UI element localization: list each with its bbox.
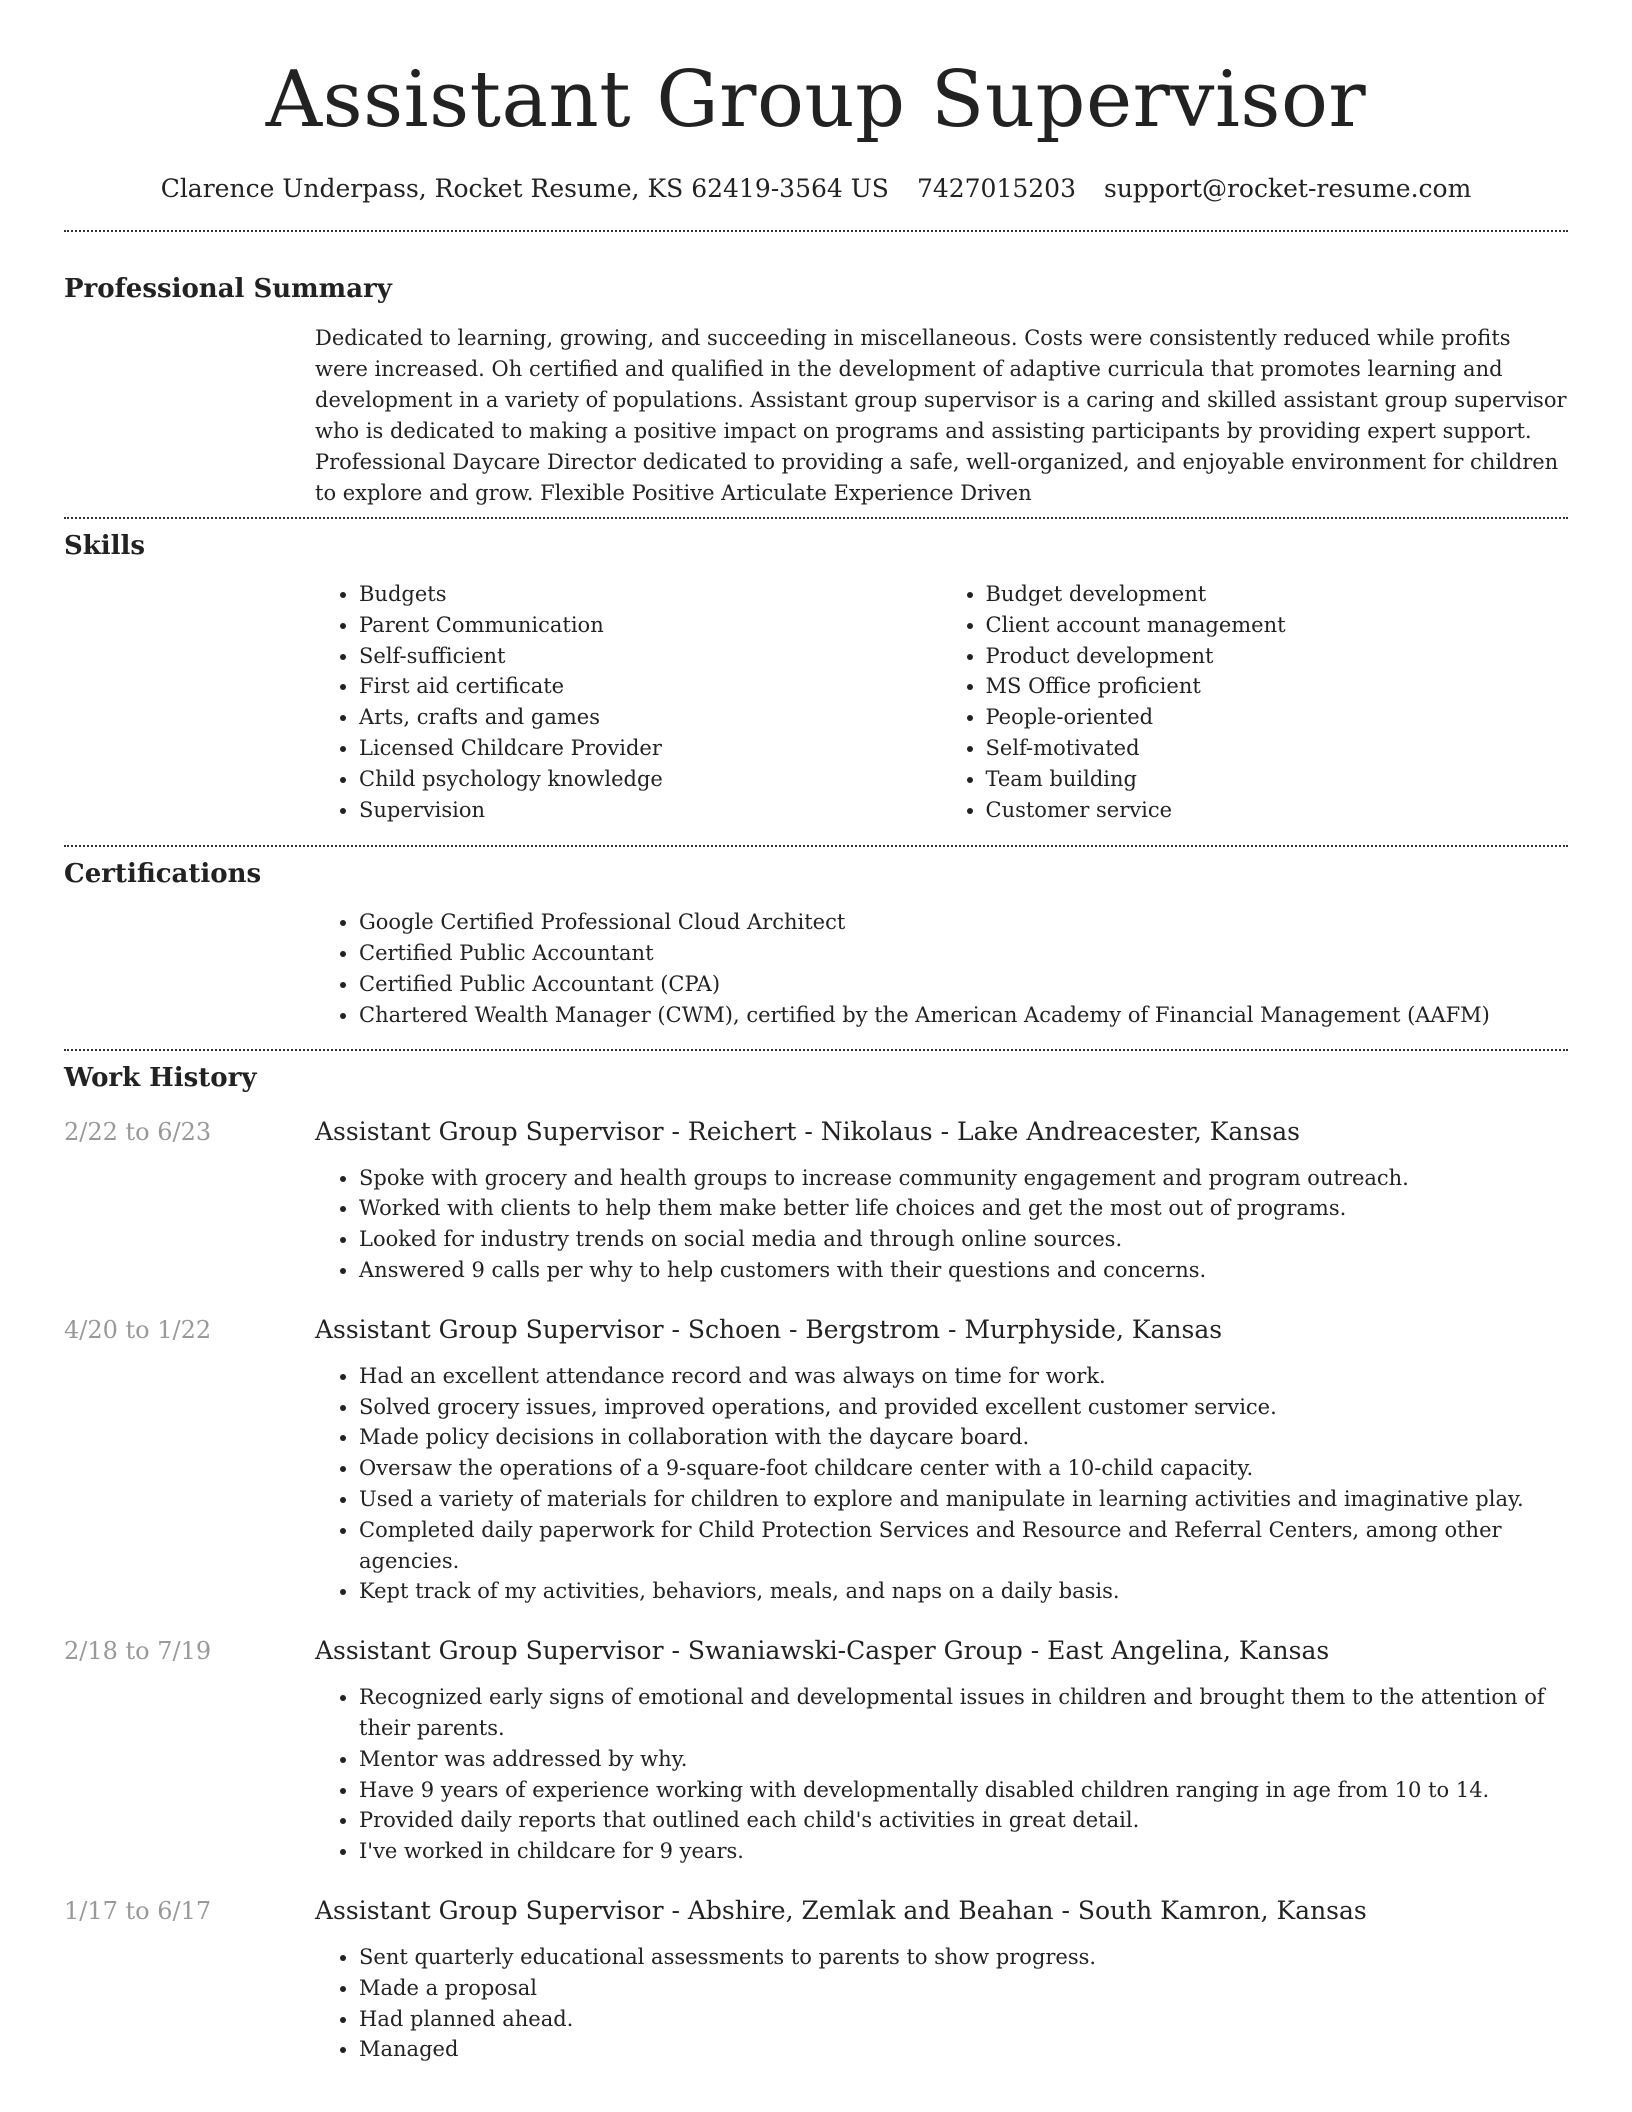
skill-item: • MS Office proficient [986, 671, 1569, 702]
job-bullet: • Kept track of my activities, behaviors, meals, and naps on a daily basis. [359, 1576, 1568, 1607]
job-entry [64, 1894, 1568, 2065]
job-entry [64, 1115, 1568, 1286]
skill-item: • Team building [986, 764, 1569, 795]
job-bullet: • Worked with clients to help them make better life choices and get the most out of programs. [359, 1193, 1568, 1224]
job-bullet: • Provided daily reports that outlined each child's activities in great detail. [359, 1805, 1568, 1836]
job-bullet: • Spoke with grocery and health groups to increase community engagement and program outreach. [359, 1163, 1568, 1194]
job-bullet: • Recognized early signs of emotional and developmental issues in children and brought them to the attention of their parents. [359, 1682, 1568, 1744]
job-bullets [315, 1163, 1568, 1286]
skill-item: • Self-sufficient [359, 641, 942, 672]
job-entry [64, 1313, 1568, 1607]
job-bullet: • Had planned ahead. [359, 2004, 1568, 2035]
job-bullets [315, 1361, 1568, 1607]
job-bullets [315, 1942, 1568, 2065]
skill-item: • Budget development [986, 579, 1569, 610]
job-bullet: • Managed [359, 2034, 1568, 2065]
skills-heading: Skills [64, 531, 146, 561]
job-bullet: • Solved grocery issues, improved operations, and provided excellent customer service. [359, 1392, 1568, 1423]
job-bullet: • Made a proposal [359, 1973, 1568, 2004]
job-entry [64, 1634, 1568, 1867]
certification-item: • Certified Public Accountant (CPA) [359, 969, 1568, 1000]
job-dates: 1/17 to 6/17 [64, 1896, 212, 1925]
summary-text: Dedicated to learning, growing, and succeeding in miscellaneous. Costs were consistently reduced while profits were increased. Oh certified and qualified in the development of adaptive curricula that promotes learning and development in a variety of populations. Assistant group supervisor is a caring and skilled assistant group supervisor who is dedicated to making a positive impact on programs and assisting participants by providing expert support. Professional Daycare Director dedicated to providing a safe, well-organized, and enjoyable environment for children to explore and grow. Flexible Positive Articulate Experience Driven [315, 326, 1567, 505]
skills-left-column [315, 579, 942, 825]
job-title: Assistant Group Supervisor - Reichert - Nikolaus - Lake Andreacester, Kansas [315, 1116, 1300, 1146]
job-bullet: • Answered 9 calls per why to help customers with their questions and concerns. [359, 1255, 1568, 1286]
certification-item: • Chartered Wealth Manager (CWM), certified by the American Academy of Financial Management (AAFM) [359, 1000, 1568, 1031]
job-bullet: • Looked for industry trends on social media and through online sources. [359, 1224, 1568, 1255]
job-title: Assistant Group Supervisor - Swaniawski-Casper Group - East Angelina, Kansas [315, 1636, 1330, 1666]
skill-item: • Arts, crafts and games [359, 702, 942, 733]
job-bullet: • Mentor was addressed by why. [359, 1744, 1568, 1775]
job-bullet: • Sent quarterly educational assessments to parents to show progress. [359, 1942, 1568, 1973]
job-bullet: • Completed daily paperwork for Child Protection Services and Resource and Referral Centers, among other agencies. [359, 1515, 1568, 1577]
section-divider [64, 1049, 1568, 1051]
resume-page [64, 0, 1568, 2065]
job-bullet: • Oversaw the operations of a 9-square-foot childcare center with a 10-child capacity. [359, 1453, 1568, 1484]
skill-item: • Customer service [986, 795, 1569, 826]
job-bullet: • I've worked in childcare for 9 years. [359, 1836, 1568, 1867]
job-bullets [315, 1682, 1568, 1867]
skill-item: • Budgets [359, 579, 942, 610]
skill-item: • Child psychology knowledge [359, 764, 942, 795]
job-title: Assistant Group Supervisor - Schoen - Bergstrom - Murphyside, Kansas [315, 1314, 1223, 1344]
section-divider [64, 230, 1568, 232]
skill-item: • Parent Communication [359, 610, 942, 641]
job-bullet: • Have 9 years of experience working with developmentally disabled children ranging in age from 10 to 14. [359, 1775, 1568, 1806]
job-bullet: • Had an excellent attendance record and was always on time for work. [359, 1361, 1568, 1392]
contact-email[interactable]: support@rocket-resume.com [1104, 174, 1472, 203]
job-dates: 2/18 to 7/19 [64, 1637, 212, 1666]
skill-item: • Supervision [359, 795, 942, 826]
skills-right-column [942, 579, 1569, 825]
work-history-heading: Work History [64, 1062, 257, 1093]
skills-list [315, 579, 1568, 825]
job-bullet: • Made policy decisions in collaboration with the daycare board. [359, 1422, 1568, 1453]
section-divider [64, 845, 1568, 847]
skill-item: • Product development [986, 641, 1569, 672]
candidate-name: Assistant Group Supervisor [265, 55, 1367, 145]
contact-phone: 7427015203 [916, 174, 1076, 203]
skill-item: • Licensed Childcare Provider [359, 733, 942, 764]
section-divider [64, 517, 1568, 519]
certifications-list [315, 907, 1568, 1030]
skill-item: • Client account management [986, 610, 1569, 641]
job-dates: 2/22 to 6/23 [64, 1117, 212, 1146]
job-dates: 4/20 to 1/22 [64, 1315, 212, 1344]
skill-item: • First aid certificate [359, 671, 942, 702]
skill-item: • Self-motivated [986, 733, 1569, 764]
skill-item: • People-oriented [986, 702, 1569, 733]
job-bullet: • Used a variety of materials for children to explore and manipulate in learning activities and imaginative play. [359, 1484, 1568, 1515]
job-title: Assistant Group Supervisor - Abshire, Zemlak and Beahan - South Kamron, Kansas [315, 1895, 1367, 1925]
contact-line [64, 172, 1568, 206]
certifications-heading: Certifications [64, 859, 262, 890]
contact-address: Clarence Underpass, Rocket Resume, KS 62419-3564 US [160, 174, 889, 203]
certification-item: • Certified Public Accountant [359, 938, 1568, 969]
summary-heading: Professional Summary [64, 274, 392, 304]
certification-item: • Google Certified Professional Cloud Architect [359, 907, 1568, 938]
